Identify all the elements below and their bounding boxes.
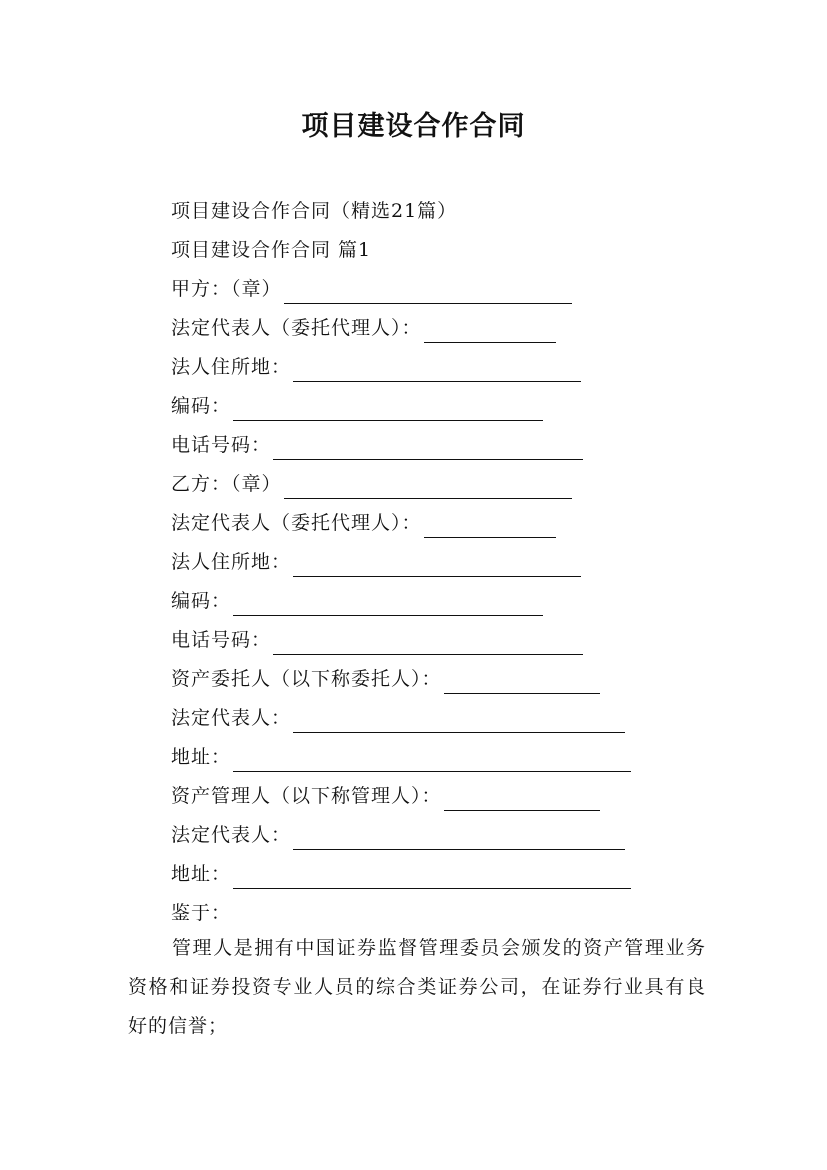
field-label: 编码： [171, 395, 232, 417]
field-label: 编码： [171, 590, 232, 612]
field-address [171, 352, 581, 382]
fill-blank [424, 515, 556, 538]
field-address [171, 859, 631, 889]
doc-subtitle [171, 196, 457, 226]
field-legal-rep [171, 703, 625, 733]
field-asset-client [171, 664, 600, 694]
field-party-a [171, 274, 572, 304]
fill-blank [273, 437, 583, 460]
body-paragraph: 管理人是拥有中国证券监督管理委员会颁发的资产管理业务资格和证券投资专业人员的综合类证券公司，在证券行业具有良好的信誉； [128, 937, 706, 1037]
field-address [171, 742, 631, 772]
field-party-b [171, 469, 572, 499]
field-label: 地址： [171, 746, 232, 768]
line-text: 项目建设合作合同（精选21篇） [171, 200, 458, 222]
field-label: 资产管理人（以下称管理人）： [171, 785, 442, 807]
document-title: 项目建设合作合同 [301, 111, 526, 142]
field-phone [171, 625, 583, 655]
fill-blank [424, 320, 556, 343]
field-address [171, 547, 581, 577]
field-code [171, 586, 543, 616]
fill-blank [284, 281, 572, 304]
field-label: 法定代表人： [171, 824, 292, 846]
line-text: 项目建设合作合同 篇1 [171, 239, 372, 261]
field-code [171, 391, 543, 421]
field-label: 乙方：（章） [171, 473, 282, 495]
field-label: 电话号码： [171, 629, 272, 651]
field-legal-rep [171, 313, 556, 343]
field-label: 法定代表人： [171, 707, 292, 729]
fill-blank [233, 866, 631, 889]
section-heading [171, 235, 371, 265]
field-legal-rep [171, 508, 556, 538]
fill-blank [233, 749, 631, 772]
fill-blank [293, 359, 581, 382]
fill-blank [273, 632, 583, 655]
fill-blank [293, 554, 581, 577]
field-label: 法定代表人（委托代理人）： [171, 317, 422, 339]
fill-blank [293, 710, 625, 733]
fill-blank [444, 671, 600, 694]
field-label: 法人住所地： [171, 356, 292, 378]
line-text: 鉴于： [171, 902, 232, 924]
field-asset-manager [171, 781, 600, 811]
field-label: 法定代表人（委托代理人）： [171, 512, 422, 534]
fill-blank [444, 788, 600, 811]
field-legal-rep [171, 820, 625, 850]
field-label: 甲方：（章） [171, 278, 282, 300]
fill-blank [233, 593, 543, 616]
field-label: 法人住所地： [171, 551, 292, 573]
fill-blank [293, 827, 625, 850]
fill-blank [284, 476, 572, 499]
field-label: 地址： [171, 863, 232, 885]
whereas-heading [171, 898, 231, 928]
field-label: 资产委托人（以下称委托人）： [171, 668, 442, 690]
field-phone [171, 430, 583, 460]
fill-blank [233, 398, 543, 421]
field-label: 电话号码： [171, 434, 272, 456]
